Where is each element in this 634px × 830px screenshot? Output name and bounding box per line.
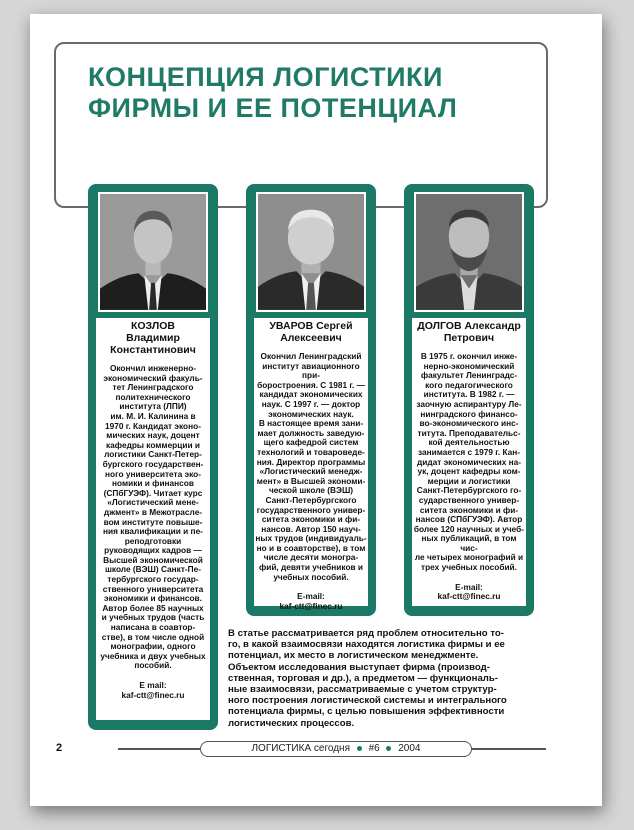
author-text: [96, 318, 210, 720]
portrait-image: [258, 194, 364, 310]
author-text: [254, 318, 368, 611]
bullet-icon: [386, 746, 391, 751]
portrait-image: [100, 194, 206, 310]
author-name-line: ДОЛГОВ Александр Петрович: [417, 320, 521, 344]
page-number: 2: [56, 742, 63, 754]
author-card-dolgov: [404, 184, 534, 616]
author-name-line: КОЗЛОВ Владимир Константинович: [110, 320, 196, 356]
author-text: [412, 318, 526, 606]
portrait-image: [416, 194, 522, 310]
author-card-kozlov: [88, 184, 218, 730]
author-bio: Окончил Ленинградский институт авиационного при- боростроения. С 1981 г. — кандидат экономических наук. С 1997 г. — доктор экономических наук. В настоящее время зани- мает должность заведую- щего кафедрой систем технологий и товароведе- ния. Директор программы «Логистический менедж- мент» в Высшей экономи- ческой школе (ВЭШ) Санкт-Петербургского государственного универ- ситета экономики и фи- нансов. Автор 150 науч- ных трудов (индивидуаль- но и в соавторстве), в том числе десяти моногра- фий, девяти учебников и учебных пособий.: [255, 351, 367, 582]
journal-name: ЛОГИСТИКА сегодня: [251, 743, 350, 754]
author-name: [254, 318, 368, 344]
author-card-uvarov: [246, 184, 376, 616]
issue-number: #6: [368, 743, 380, 754]
author-name: [96, 318, 210, 356]
email-address: kaf-ctt@finec.ru: [279, 600, 343, 611]
email-label: E-mail:: [297, 591, 325, 602]
title-line-2: ФИРМЫ И ЕЕ ПОТЕНЦИАЛ: [88, 93, 458, 123]
email-address: kaf-ctt@finec.ru: [437, 591, 501, 602]
email-label: E-mail:: [455, 581, 483, 592]
article-abstract: В статье рассматривается ряд проблем относительно то- го, в какой взаимосвязи находятся логистика фирмы и ее потенциал, их место в логистическом менеджменте. Объектом исследования выступает фирма (производ- ственная, торговая и др.), а предметом — функциональ- ные взаимосвязи, рассматриваемые с учетом структур- ного построения логистической системы и интегрального потенциала фирмы, с целью повышения эффективности логистических процессов.: [228, 628, 507, 729]
article-title: [88, 62, 457, 124]
footer-journal-info: [200, 741, 472, 757]
author-photo: [414, 192, 524, 312]
author-photo: [256, 192, 366, 312]
author-name: [412, 318, 526, 344]
title-line-1: КОНЦЕПЦИЯ ЛОГИСТИКИ: [88, 62, 443, 92]
email-label: E mail:: [139, 680, 167, 690]
author-name-line: УВАРОВ Сергей Алексеевич: [269, 320, 353, 344]
author-photo: [98, 192, 208, 312]
author-bio: В 1975 г. окончил инже- нерно-экономический факультет Ленинградс- кого педагогического института. В 1982 г. — заочную аспирантуру Ле- нинградского финансо- во-экономического инс- титута. Преподавательс- кой деятельностью занимается с 1979 г. Кан- дидат экономических на- ук, доцент кафедры ком- мерции и логистики Санкт-Петербургского го- сударственного универ- ситета экономики и фи- нансов (СПбГУЭФ). Автор более 120 научных и учеб- ных публикаций, в том чис- ле четырех монографий и трех учебных пособий.: [413, 351, 525, 573]
issue-year: 2004: [398, 743, 421, 754]
bullet-icon: [357, 746, 362, 751]
author-bio: Окончил инженерно- экономический факуль- тет Ленинградского политехнического института (ЛПИ) им. М. И. Калинина в 1970 г. Кандидат эконо- мических наук, доцент кафедры коммерции и логистики Санкт-Петер- бургского государствен- ного университета эко- номики и финансов (СПбГУЭФ). Читает курс «Логистический мене- джмент» в Межотрасле- вом институте повыше- ния квалификации и пе- реподготовки руководящих кадров — Высшей экономической школе (ВЭШ) Санкт-Пе- тербургского государ- ственного университета экономики и финансов. Автор более 85 научных и учебных трудов (часть написана в соавтор- стве), в том числе одной монографии, одного учебника и двух учебных пособий.: [100, 363, 206, 671]
email-address: kaf-ctt@finec.ru: [121, 689, 185, 700]
